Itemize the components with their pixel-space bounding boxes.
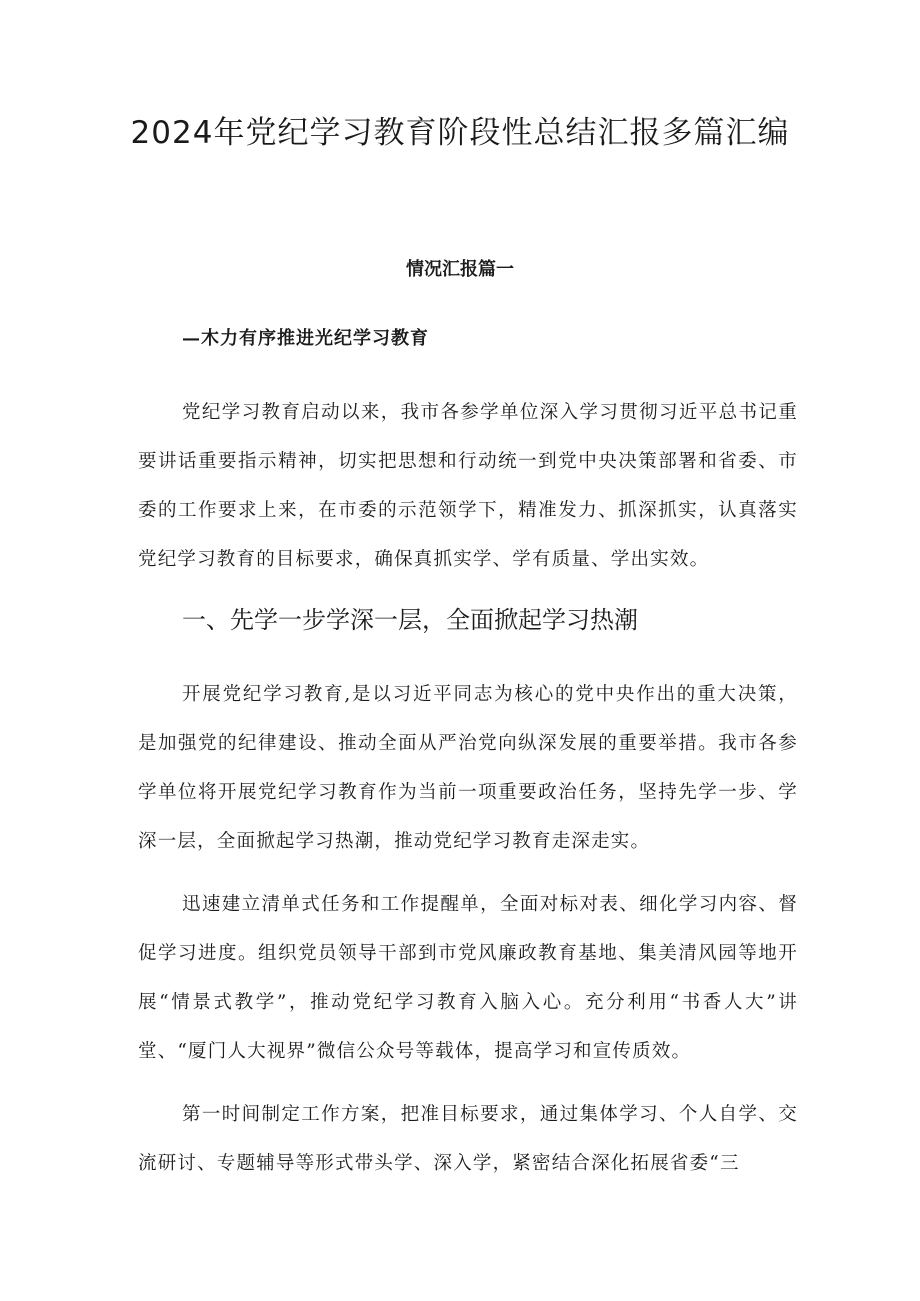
body-paragraph: 开展党纪学习教育,是以习近平同志为核心的党中央作出的重大决策，是加强党的纪律建设、推动全面从严治党向纵深发展的重要举措。我市各参学单位将开展党纪学习教育作为当前一项重要政治任务，坚持先学一步、学深一层，全面掀起学习热潮，推动党纪学习教育走深走实。 <box>138 684 798 852</box>
report-heading: 情况汇报篇一 <box>406 259 514 280</box>
body-paragraph: 第一时间制定工作方案，把准目标要求，通过集体学习、个人自学、交流研讨、专题辅导等形式带头学、深入学，紧密结合深化拓展省委“三 <box>138 1104 798 1174</box>
document-title: 2024年党纪学习教育阶段性总结汇报多篇汇编 <box>130 115 790 151</box>
body-paragraph: 党纪学习教育启动以来，我市各参学单位深入学习贯彻习近平总书记重要讲话重要指示精神，切实把思想和行动统一到党中央决策部署和省委、市委的工作要求上来，在市委的示范领学下，精准发力、抓深抓实，认真落实党纪学习教育的目标要求，确保真抓实学、学有质量、学出实效。 <box>138 402 798 570</box>
report-subtitle: —木力有序推进光纪学习教育 <box>182 328 429 349</box>
section-heading: 一、先学一步学深一层，全面掀起学习热潮 <box>182 606 638 634</box>
body-paragraph: 迅速建立清单式任务和工作提醒单，全面对标对表、细化学习内容、督促学习进度。组织党员领导干部到市党风廉政教育基地、集美清风园等地开展“情景式教学”，推动党纪学习教育入脑入心。充分利用“书香人大”讲堂、“厦门人大视界”微信公众号等载体，提高学习和宣传质效。 <box>138 894 798 1062</box>
